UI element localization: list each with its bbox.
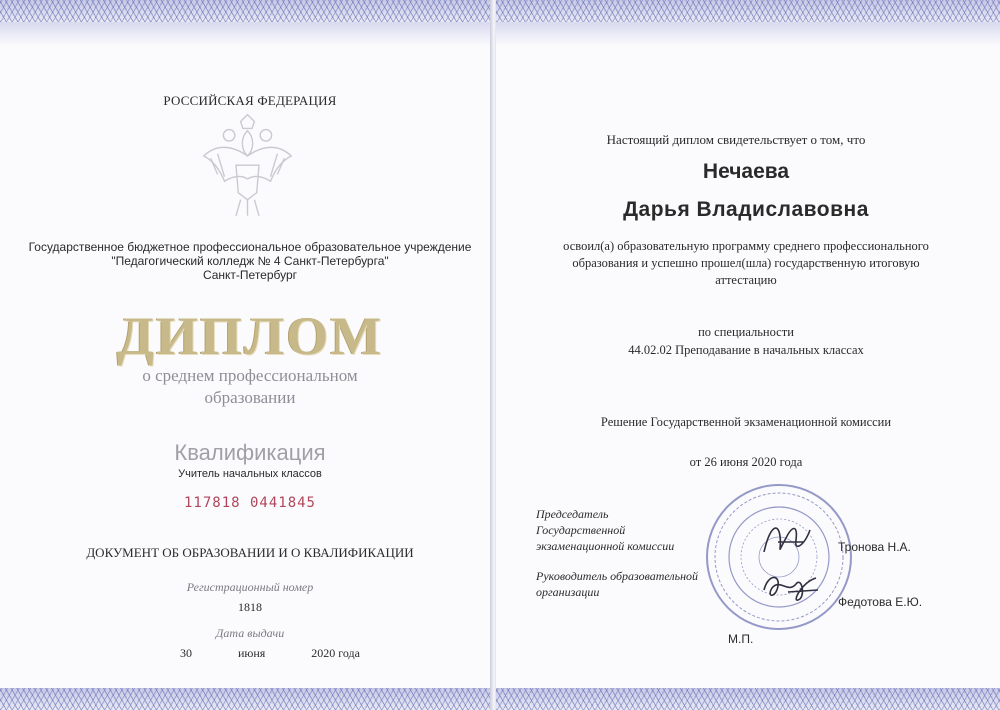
specialty-value: 44.02.02 Преподавание в начальных классах bbox=[628, 343, 864, 357]
issue-date bbox=[180, 646, 360, 661]
seal-place-label: М.П. bbox=[728, 632, 754, 646]
guilloche-border-bottom bbox=[496, 688, 1000, 710]
head-label-line-2: организации bbox=[536, 585, 600, 599]
program-completion-line-1: освоил(а) образовательную программу среднего профессионального bbox=[563, 239, 929, 253]
guilloche-border-top bbox=[496, 0, 1000, 22]
issue-date-day: 30 bbox=[180, 646, 192, 660]
chair-label-line-1: Председатель bbox=[536, 507, 609, 521]
graduate-surname: Нечаева bbox=[702, 160, 790, 183]
graduate-given-names: Дарья Владиславовна bbox=[623, 198, 869, 221]
head-label-line-1: Руководитель образовательной bbox=[536, 569, 699, 583]
qualification-value: Учитель начальных классов bbox=[178, 468, 322, 480]
diploma-left-page bbox=[0, 0, 492, 710]
diploma-right-page bbox=[496, 0, 1000, 710]
head-signature-icon bbox=[758, 568, 822, 606]
chair-label bbox=[536, 506, 706, 554]
decision-date: от 26 июня 2020 года bbox=[689, 455, 803, 469]
commission-decision: Решение Государственной экзаменационной комиссии bbox=[600, 415, 892, 429]
country-name: РОССИЙСКАЯ ФЕДЕРАЦИЯ bbox=[163, 93, 337, 108]
head-label bbox=[536, 568, 716, 600]
guilloche-fade bbox=[0, 22, 492, 46]
document-type: ДОКУМЕНТ ОБ ОБРАЗОВАНИИ И О КВАЛИФИКАЦИИ bbox=[86, 545, 414, 560]
chair-signature-icon bbox=[758, 516, 818, 560]
head-name: Федотова Е.Ю. bbox=[838, 595, 923, 609]
issue-date-year: 2020 года bbox=[311, 646, 360, 660]
double-headed-eagle-emblem-icon bbox=[190, 110, 305, 225]
guilloche-border-bottom bbox=[0, 688, 492, 710]
guilloche-fade bbox=[496, 22, 1000, 46]
chair-label-line-3: экзаменационной комиссии bbox=[536, 539, 675, 553]
certifies-intro: Настоящий диплом свидетельствует о том, что bbox=[606, 132, 866, 147]
institution-name bbox=[20, 240, 480, 282]
registration-number: 1818 bbox=[238, 600, 262, 614]
program-completion-line-2: образования и успешно прошел(шла) государственную итоговую bbox=[572, 256, 920, 270]
qualification-title: Квалификация bbox=[174, 440, 326, 465]
registration-label: Регистрационный номер bbox=[186, 580, 314, 594]
serial-number: 117818 0441845 bbox=[183, 495, 316, 511]
diploma-subtitle-line-1: о среднем профессиональном bbox=[142, 366, 358, 385]
issue-date-label: Дата выдачи bbox=[215, 626, 285, 640]
chair-label-line-2: Государственной bbox=[536, 523, 626, 537]
institution-line-3: Санкт-Петербург bbox=[202, 268, 298, 282]
issue-date-month: июня bbox=[237, 646, 266, 660]
diploma-title: ДИПЛОМ bbox=[116, 306, 384, 366]
institution-line-1: Государственное бюджетное профессиональное образовательное учреждение bbox=[28, 240, 472, 254]
program-completion-text bbox=[526, 238, 966, 289]
guilloche-border-top bbox=[0, 0, 492, 22]
chair-name: Тронова Н.А. bbox=[838, 540, 911, 554]
institution-line-2: "Педагогический колледж № 4 Санкт-Петербурга" bbox=[111, 254, 389, 268]
specialty-label: по специальности bbox=[698, 325, 794, 339]
diploma-subtitle bbox=[100, 365, 400, 409]
program-completion-line-3: аттестацию bbox=[715, 273, 777, 287]
diploma-subtitle-line-2: образовании bbox=[204, 388, 296, 407]
